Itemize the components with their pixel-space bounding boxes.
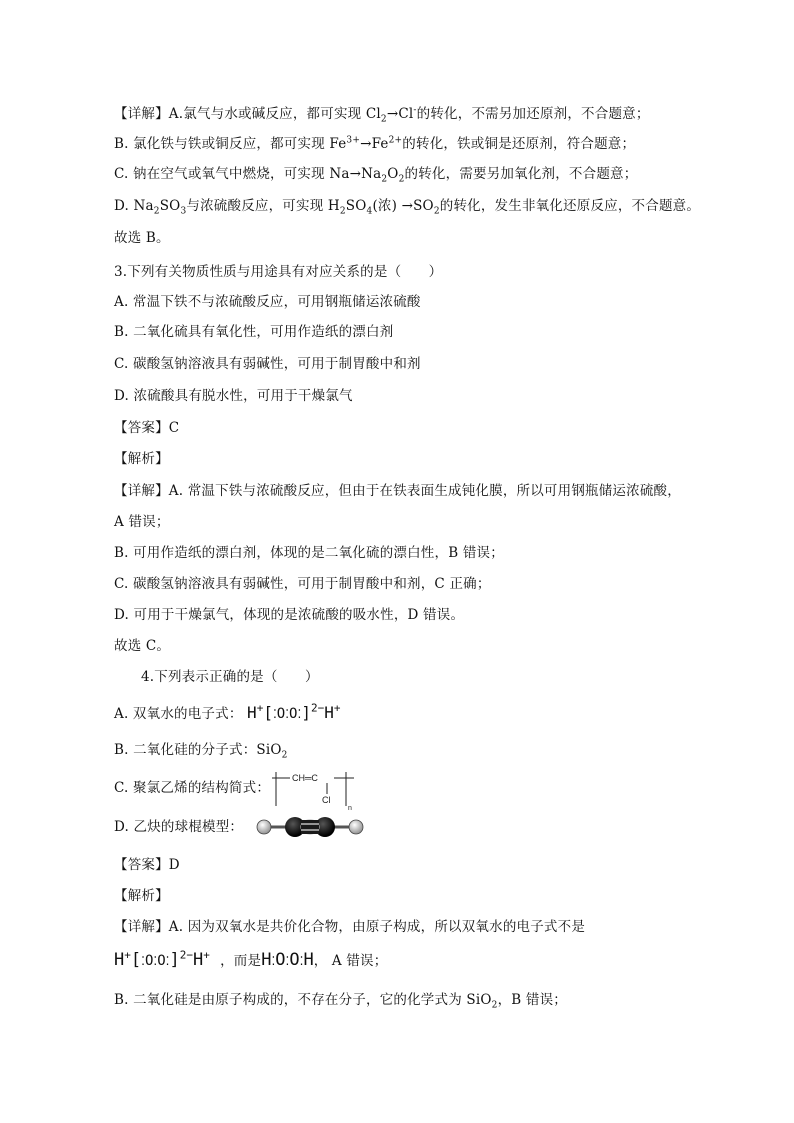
analysis-label: 【解析】 <box>114 451 169 467</box>
text-line: D. $Na_2SO_3$与浓硫酸反应，可实现 $H_2SO_4$(浓) $\to SO_2$的转化，发生非氧化还原反应，不合题意。 <box>114 198 701 217</box>
option-a: A. 常温下铁不与浓硫酸反应，可用钢瓶储运浓硫酸 <box>114 294 421 310</box>
pvc-structure-diagram <box>268 766 358 814</box>
option-d: D. 乙炔的球棍模型： <box>114 819 244 835</box>
text-line: B. 氯化铁与铁或铜反应，都可实现 $Fe^{3+}\to Fe^{2+}$的转化，铁或铜是还原剂，符合题意； <box>114 135 636 152</box>
question-4: 4.下列表示正确的是（ ） <box>141 669 319 685</box>
text-line: 【详解】A. 常温下铁与浓硫酸反应，但由于在铁表面生成钝化膜，所以可用钢瓶储运浓硫酸， <box>114 483 681 499</box>
text-line: 【详解】A.氯气与水或碱反应，都可实现 $Cl_2\to Cl^-$的转化，不需另加还原剂，不合题意； <box>114 105 650 125</box>
pvc-chain-label: CH═C <box>292 773 318 783</box>
text-line: D. 可用于干燥氯气，体现的是浓硫酸的吸水性，D 错误。 <box>114 607 465 623</box>
text-line: C. 碳酸氢钠溶液具有弱碱性，可用于制胃酸中和剂，C 正确； <box>114 576 491 592</box>
text-line: B. 可用作造纸的漂白剂，体现的是二氧化硫的漂白性，B 错误； <box>114 545 504 561</box>
pvc-n-label: n <box>348 805 352 812</box>
option-a: A. 双氧水的电子式： H+[⁚O⁚O⁚]$^{2-}$H+ <box>114 701 341 722</box>
option-b: B. 二氧化硫具有氧化性，可用作造纸的漂白剂 <box>114 324 394 340</box>
answer-label: 【答案】C <box>114 420 180 436</box>
text-line: 故选 B。 <box>114 230 170 246</box>
pvc-cl-label: Cl <box>322 795 331 805</box>
wrong-electron-formula: H+[⁚O⁚O⁚]$^{2-}$H+ <box>114 948 210 970</box>
text-line: A 错误； <box>114 514 170 530</box>
option-c: C. 聚氯乙烯的结构简式： <box>114 780 271 796</box>
analysis-label: 【解析】 <box>114 888 169 904</box>
right-electron-formula: H⁚O⁚O⁚H <box>261 950 314 970</box>
text-line: B. 二氧化硅是由原子构成的，不存在分子，它的化学式为 SiO$_2$，B 错误； <box>114 992 567 1011</box>
text-line: 【详解】A. 因为双氧水是共价化合物，由原子构成，所以双氧水的电子式不是 <box>114 919 586 935</box>
text-line: 故选 C。 <box>114 638 171 654</box>
text-line: H+[⁚O⁚O⁚]$^{2-}$H+ ，而是H⁚O⁚O⁚H， A 错误； <box>114 948 388 970</box>
text-line: C. 钠在空气或氧气中燃烧，可实现 $Na\to Na_2O_2$的转化，需要另加氧化剂，不合题意； <box>114 166 638 185</box>
option-d: D. 浓硫酸具有脱水性，可用于干燥氯气 <box>114 388 353 404</box>
h2o2-electron-formula-image: H+[⁚O⁚O⁚]$^{2-}$H+ <box>247 701 341 722</box>
option-c: C. 碳酸氢钠溶液具有弱碱性，可用于制胃酸中和剂 <box>114 356 421 372</box>
question-3: 3.下列有关物质性质与用途具有对应关系的是（ ） <box>114 264 443 280</box>
answer-label: 【答案】D <box>114 857 180 873</box>
acetylene-ball-stick-model <box>255 815 367 839</box>
option-b: B. 二氧化硅的分子式：SiO$_2$ <box>114 742 288 761</box>
